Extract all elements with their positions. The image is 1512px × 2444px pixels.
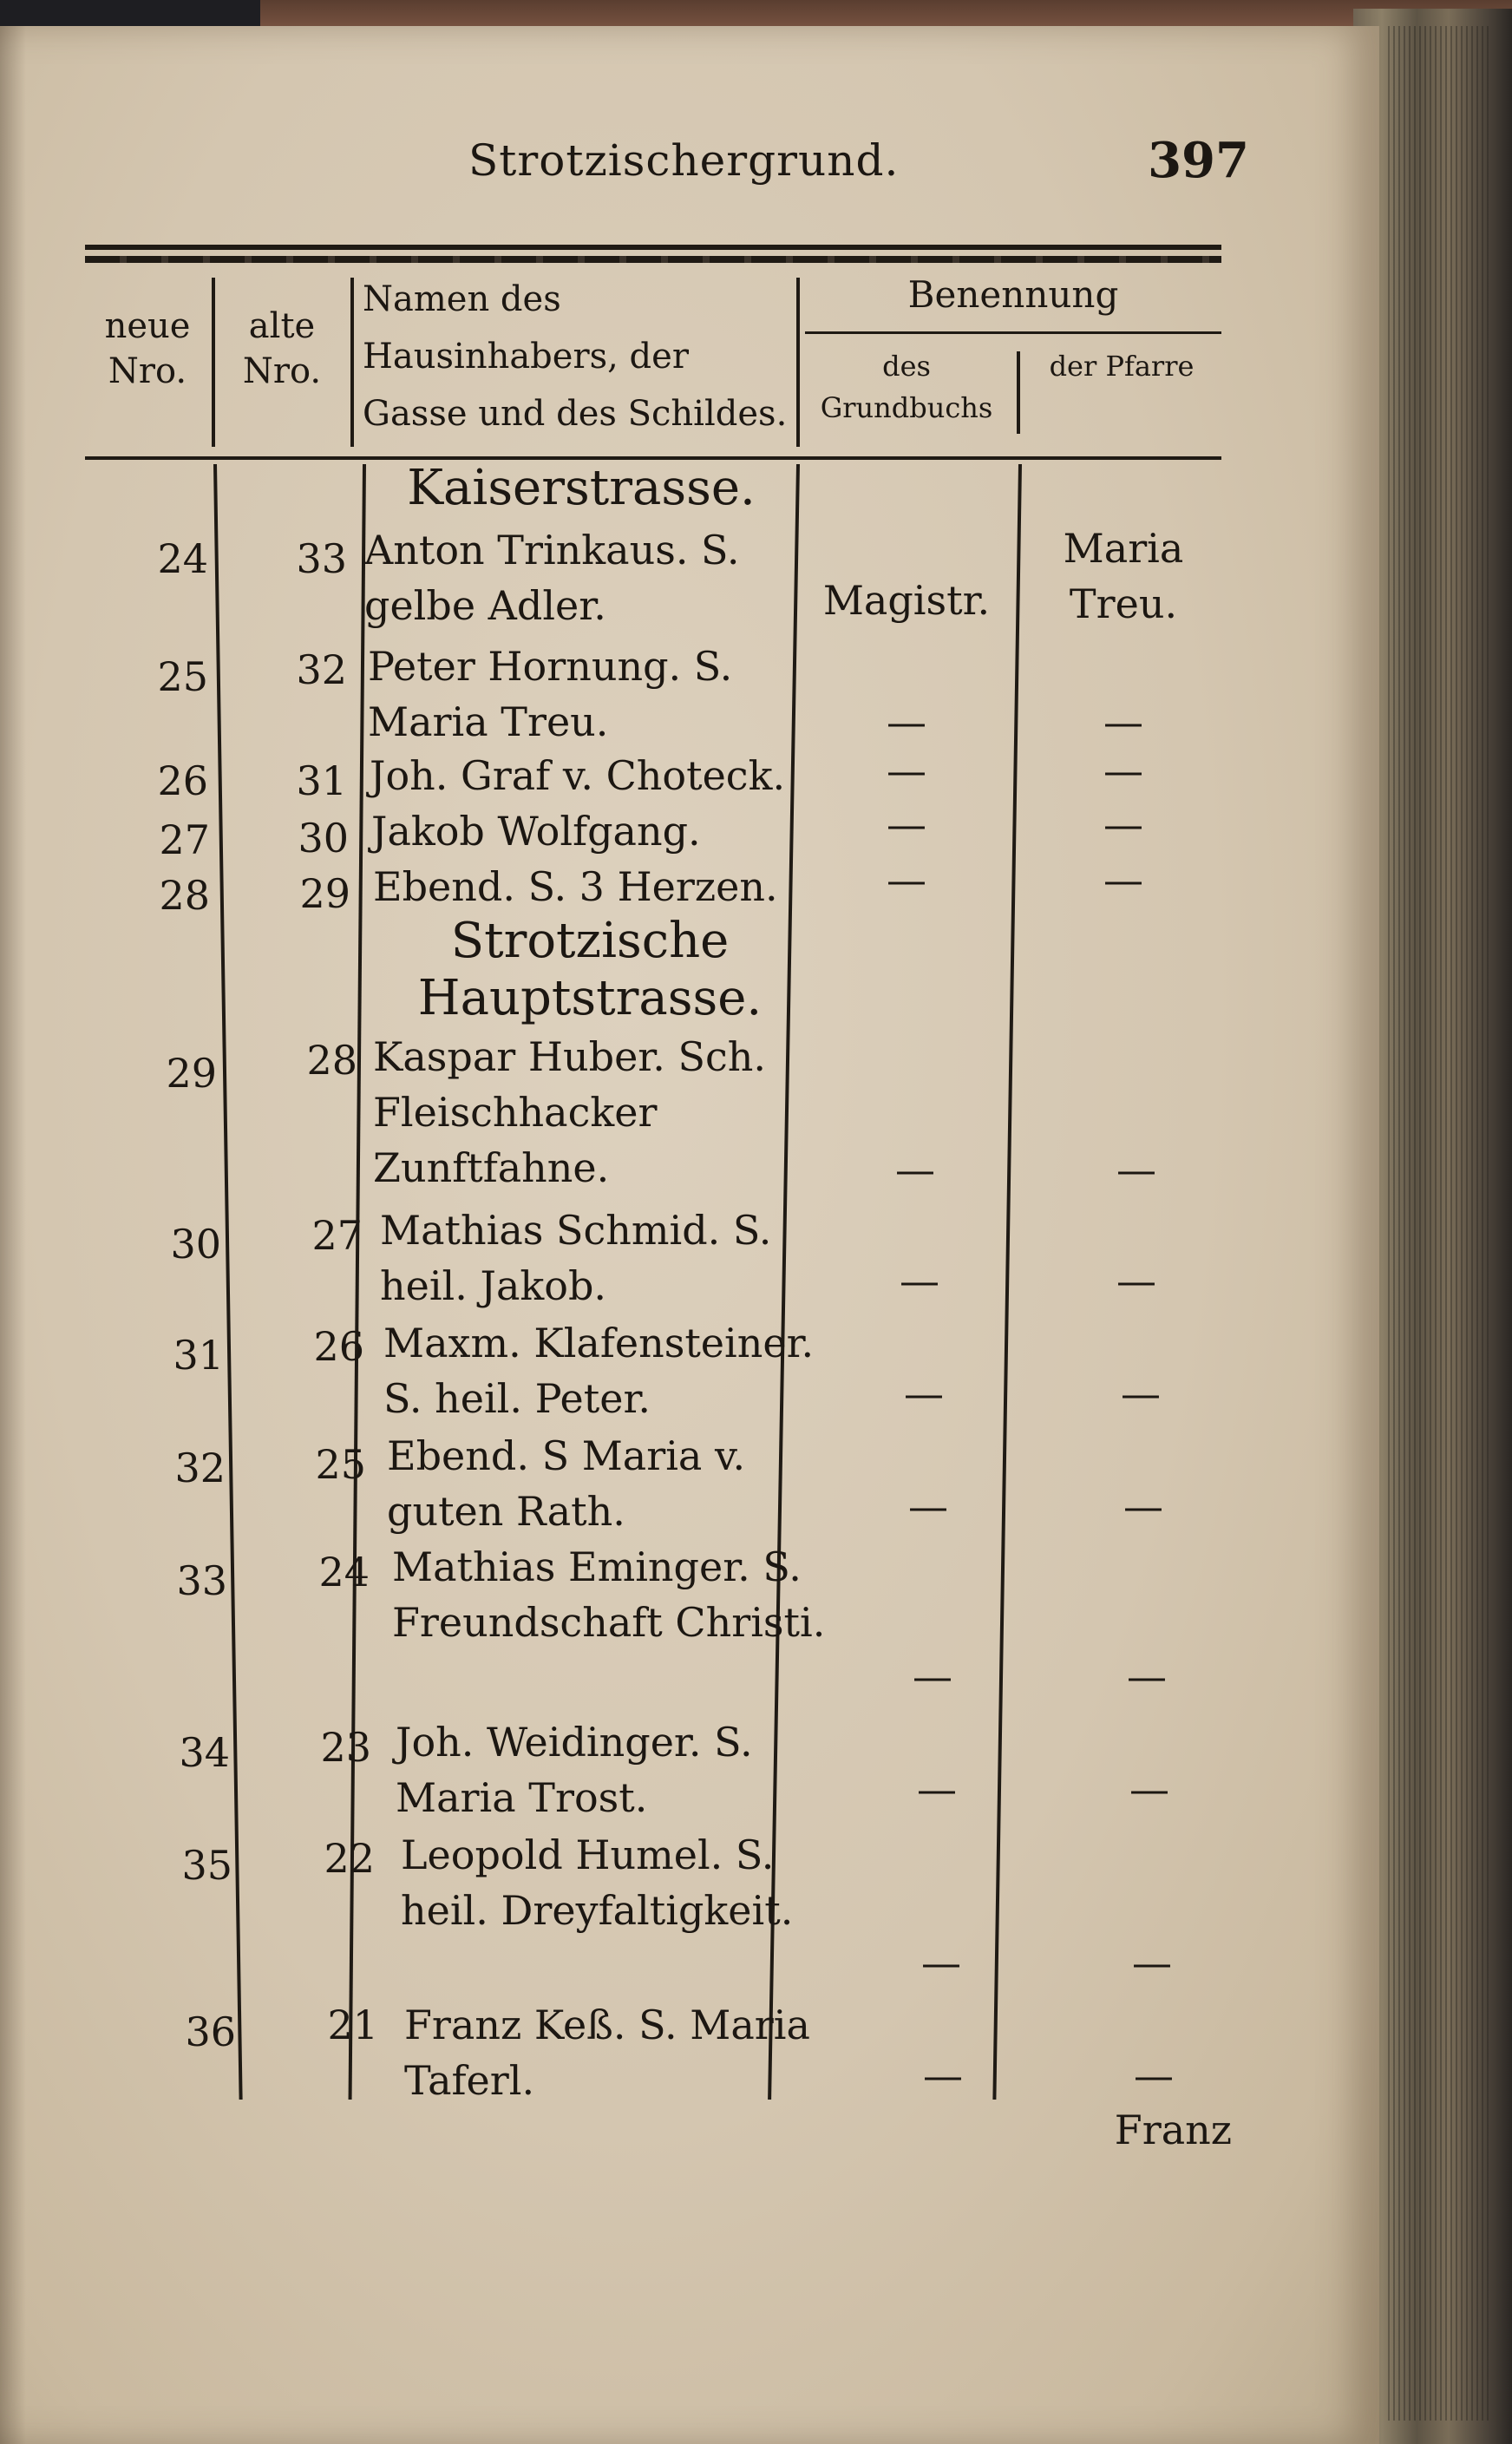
row-26-alte-nr: 31 bbox=[296, 757, 347, 804]
header-rule-thin bbox=[85, 245, 1221, 250]
section-heading-strotzische-hauptstrasse: Strotzische Hauptstrasse. bbox=[417, 913, 763, 1026]
row-36-pfarre: — bbox=[1134, 2052, 1174, 2099]
row-28-name: Ebend. S. 3 Herzen. bbox=[373, 863, 778, 910]
row-32-pfarre: — bbox=[1123, 1483, 1163, 1530]
row-27-pfarre: — bbox=[1103, 801, 1143, 848]
row-34-alte-nr: 23 bbox=[320, 1724, 371, 1771]
col-header-namen: Namen des Hausinhabers, der Gasse und des Schildes. bbox=[363, 279, 788, 434]
row-32-name: Ebend. S Maria v. guten Rath. bbox=[387, 1432, 746, 1535]
row-30-alte-nr: 27 bbox=[311, 1212, 363, 1259]
header-divider-4 bbox=[1017, 351, 1020, 434]
row-35-name: Leopold Humel. S. heil. Dreyfaltigkeit. bbox=[401, 1831, 794, 1934]
row-27-name: Jakob Wolfgang. bbox=[371, 808, 701, 855]
row-34-pfarre: — bbox=[1129, 1766, 1169, 1812]
row-28-neue-nr: 28 bbox=[159, 872, 210, 919]
row-24-neue-nr: 24 bbox=[157, 535, 208, 582]
row-31-pfarre: — bbox=[1121, 1370, 1161, 1417]
running-head-title: Strotzischergrund. bbox=[468, 135, 900, 186]
row-33-pfarre: — bbox=[1127, 1653, 1167, 1700]
row-33-neue-nr: 33 bbox=[176, 1557, 227, 1604]
row-28-pfarre: — bbox=[1103, 856, 1143, 903]
row-35-grundbuch: — bbox=[921, 1939, 961, 1986]
row-33-alte-nr: 24 bbox=[318, 1549, 370, 1595]
row-31-neue-nr: 31 bbox=[173, 1332, 224, 1379]
row-36-alte-nr: 21 bbox=[327, 2002, 378, 2048]
section-heading-kaiserstrasse: Kaiserstrasse. bbox=[407, 460, 756, 516]
row-30-grundbuch: — bbox=[900, 1257, 939, 1304]
row-29-grundbuch: — bbox=[895, 1146, 935, 1193]
row-34-grundbuch: — bbox=[917, 1766, 957, 1812]
row-26-neue-nr: 26 bbox=[157, 757, 208, 804]
row-33-grundbuch: — bbox=[913, 1653, 952, 1700]
row-31-grundbuch: — bbox=[904, 1370, 944, 1417]
row-35-alte-nr: 22 bbox=[324, 1835, 375, 1882]
page-number: 397 bbox=[1148, 132, 1249, 189]
col-header-grundbuch: des Grundbuchs bbox=[820, 350, 993, 424]
row-24-grundbuch: Magistr. bbox=[822, 577, 991, 624]
row-26-pfarre: — bbox=[1103, 747, 1143, 794]
row-25-grundbuch: — bbox=[887, 698, 926, 745]
row-34-neue-nr: 34 bbox=[179, 1729, 230, 1776]
row-30-neue-nr: 30 bbox=[170, 1221, 221, 1268]
row-26-grundbuch: — bbox=[887, 747, 926, 794]
header-rule-ornament bbox=[85, 256, 1221, 263]
page-block-stripes bbox=[1388, 26, 1492, 2421]
row-28-alte-nr: 29 bbox=[299, 870, 350, 917]
row-29-neue-nr: 29 bbox=[166, 1050, 217, 1097]
row-32-grundbuch: — bbox=[908, 1483, 948, 1530]
row-25-pfarre: — bbox=[1103, 698, 1143, 745]
row-36-grundbuch: — bbox=[923, 2052, 963, 2099]
row-34-name: Joh. Weidinger. S. Maria Trost. bbox=[396, 1719, 753, 1821]
page-gutter bbox=[0, 26, 26, 2444]
row-29-pfarre: — bbox=[1116, 1146, 1156, 1193]
row-29-name: Kaspar Huber. Sch. Fleischhacker Zunftfahne. bbox=[373, 1033, 766, 1191]
row-31-alte-nr: 26 bbox=[313, 1323, 364, 1370]
row-35-neue-nr: 35 bbox=[181, 1842, 232, 1889]
row-35-pfarre: — bbox=[1132, 1939, 1172, 1986]
row-32-neue-nr: 32 bbox=[174, 1445, 226, 1491]
row-24-alte-nr: 33 bbox=[296, 535, 347, 582]
row-32-alte-nr: 25 bbox=[315, 1441, 366, 1488]
row-28-grundbuch: — bbox=[887, 856, 926, 903]
row-33-name: Mathias Eminger. S. Freundschaft Christi. bbox=[392, 1543, 826, 1646]
col-header-pfarre: der Pfarre bbox=[1049, 350, 1195, 383]
row-30-pfarre: — bbox=[1116, 1257, 1156, 1304]
col-header-alte-nr: alte Nro. bbox=[242, 306, 322, 391]
catchword: Franz bbox=[1114, 2107, 1232, 2153]
row-36-name: Franz Keß. S. Maria Taferl. bbox=[404, 2002, 810, 2104]
row-25-alte-nr: 32 bbox=[296, 646, 347, 693]
row-25-neue-nr: 25 bbox=[157, 653, 208, 700]
col-header-neue-nr: neue Nro. bbox=[104, 306, 191, 391]
row-26-name: Joh. Graf v. Choteck. bbox=[370, 752, 786, 799]
row-30-name: Mathias Schmid. S. heil. Jakob. bbox=[380, 1207, 772, 1309]
row-27-alte-nr: 30 bbox=[298, 815, 349, 862]
row-27-neue-nr: 27 bbox=[159, 816, 210, 863]
row-27-grundbuch: — bbox=[887, 801, 926, 848]
row-24-pfarre: Maria Treu. bbox=[1063, 525, 1184, 627]
row-24-name: Anton Trinkaus. S. gelbe Adler. bbox=[364, 527, 740, 629]
row-29-alte-nr: 28 bbox=[306, 1037, 357, 1084]
benennung-rule bbox=[805, 331, 1221, 334]
header-divider-2 bbox=[350, 278, 354, 447]
col-header-benennung: Benennung bbox=[907, 273, 1119, 316]
row-31-name: Maxm. Klafensteiner. S. heil. Peter. bbox=[383, 1320, 815, 1422]
row-36-neue-nr: 36 bbox=[185, 2008, 236, 2055]
row-25-name: Peter Hornung. S. Maria Treu. bbox=[368, 643, 733, 745]
